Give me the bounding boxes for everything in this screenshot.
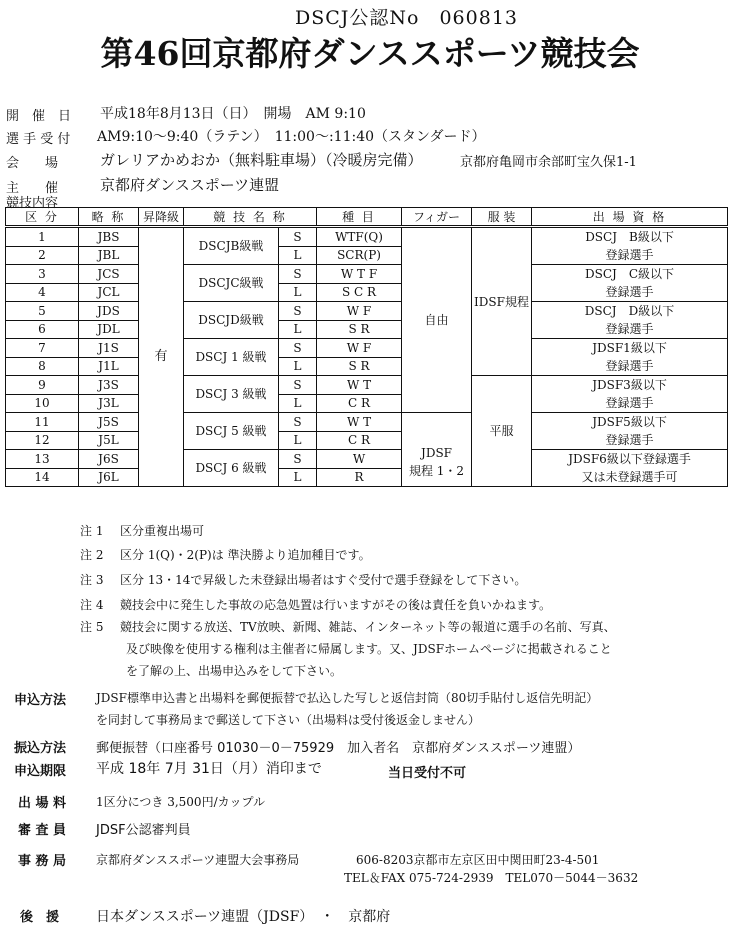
cell-sl: S <box>279 339 317 358</box>
table-row <box>6 339 728 358</box>
note-1-label: 注 1 <box>80 524 104 538</box>
support-text: 日本ダンススポーツ連盟（JDSF） ・ 京都府 <box>96 909 391 925</box>
cell-competition: DSCJC級戦 <box>184 265 279 302</box>
cell-no: 10 <box>6 394 79 413</box>
cell-no: 8 <box>6 357 79 376</box>
fee-text: 1区分につき 3,500円/カップル <box>96 795 266 809</box>
cell-event: C R <box>317 394 402 413</box>
figure-jdsf-line2: 規程 1・2 <box>408 464 465 478</box>
cell-event: SCR(P) <box>317 246 402 265</box>
header-competition: 競 技 名 称 <box>184 208 317 227</box>
cell-no: 5 <box>6 302 79 321</box>
cell-figure-jdsf <box>402 413 472 487</box>
note-5-cont2: を了解の上、出場申込みをして下さい。 <box>126 664 343 678</box>
header-abbr: 略 称 <box>79 208 139 227</box>
cell-event: WTF(Q) <box>317 227 402 247</box>
table-row <box>6 376 728 395</box>
cell-sl: L <box>279 246 317 265</box>
cell-no: 11 <box>6 413 79 432</box>
header-figure: フィガー <box>402 208 472 227</box>
cell-event: W T <box>317 376 402 395</box>
table-row <box>6 227 728 247</box>
application-label: 申込方法 <box>14 693 67 708</box>
competition-table <box>5 207 728 487</box>
cell-event: W T <box>317 413 402 432</box>
header-attire: 服 装 <box>472 208 532 227</box>
office-label: 事 務 局 <box>18 854 67 869</box>
note-3-label: 注 3 <box>80 573 104 587</box>
qualification-line1: DSCJ D級以下 <box>584 304 675 318</box>
cell-qualification <box>532 339 728 376</box>
cell-qualification <box>532 227 728 265</box>
qualification-line1: JDSF1級以下 <box>592 341 667 355</box>
cell-abbr: JBL <box>79 246 139 265</box>
cell-no: 9 <box>6 376 79 395</box>
cell-sl: L <box>279 431 317 450</box>
qualification-line2: 登録選手 <box>605 285 654 299</box>
note-2-label: 注 2 <box>80 548 104 562</box>
header-division: 区 分 <box>6 208 79 227</box>
cell-promotion: 有 <box>139 227 184 487</box>
contents-label: 競技内容 <box>6 196 59 211</box>
cell-event: W F <box>317 302 402 321</box>
approval-number: DSCJ公認No 060813 <box>295 7 518 29</box>
cell-qualification <box>532 302 728 339</box>
qualification-line1: JDSF5級以下 <box>592 415 667 429</box>
cell-abbr: J1L <box>79 357 139 376</box>
cell-competition: DSCJ 6 級戦 <box>184 450 279 487</box>
cell-abbr: JCL <box>79 283 139 302</box>
qualification-line2: 又は未登録選手可 <box>581 470 678 484</box>
cell-sl: S <box>279 413 317 432</box>
cell-sl: L <box>279 394 317 413</box>
cell-qualification <box>532 413 728 450</box>
office-name: 京都府ダンススポーツ連盟大会事務局 <box>96 853 300 867</box>
cell-no: 12 <box>6 431 79 450</box>
cell-qualification <box>532 265 728 302</box>
header-event: 種 目 <box>317 208 402 227</box>
cell-competition: DSCJ 1 級戦 <box>184 339 279 376</box>
cell-attire-idsf: IDSF規程 <box>472 227 532 376</box>
cell-no: 14 <box>6 468 79 487</box>
table-header-row <box>6 208 728 227</box>
cell-abbr: J3L <box>79 394 139 413</box>
cell-qualification <box>532 376 728 413</box>
support-label: 後 援 <box>20 910 60 925</box>
qualification-line1: DSCJ C級以下 <box>585 267 675 281</box>
venue-label: 会 場 <box>6 156 59 171</box>
cell-abbr: JDL <box>79 320 139 339</box>
host-value: 京都府ダンススポーツ連盟 <box>100 176 280 194</box>
judges-text: JDSF公認審判員 <box>96 823 191 838</box>
cell-abbr: J5S <box>79 413 139 432</box>
table-row <box>6 450 728 469</box>
cell-sl: L <box>279 357 317 376</box>
cell-competition: DSCJ 3 級戦 <box>184 376 279 413</box>
qualification-line2: 登録選手 <box>605 433 654 447</box>
date-label: 開 催 日 <box>6 109 72 124</box>
table-row <box>6 302 728 321</box>
transfer-label: 振込方法 <box>14 741 67 756</box>
cell-abbr: JCS <box>79 265 139 284</box>
page-title: 第46回京都府ダンススポーツ競技会 <box>100 34 640 73</box>
header-promotion: 昇降級 <box>139 208 184 227</box>
transfer-text: 郵便振替（口座番号 01030－0－75929 加入者名 京都府ダンススポーツ連盟） <box>96 741 581 756</box>
qualification-line2: 登録選手 <box>605 322 654 336</box>
office-tel: TEL＆FAX 075-724-2939 TEL070－5044－3632 <box>344 871 639 885</box>
fee-label: 出 場 料 <box>18 796 67 811</box>
cell-sl: L <box>279 468 317 487</box>
venue-address: 京都府亀岡市余部町宝久保1-1 <box>460 155 637 170</box>
venue-value: ガレリアかめおか（無料駐車場）（冷暖房完備） <box>100 151 423 169</box>
note-5-text: 競技会に関する放送、TV放映、新聞、雑誌、インターネット等の報道に選手の名前、写真、 <box>120 620 616 634</box>
table-row <box>6 413 728 432</box>
cell-abbr: J3S <box>79 376 139 395</box>
reception-value: AM9:10～9:40（ラテン） 11:00～:11:40（スタンダード） <box>97 129 486 145</box>
cell-no: 2 <box>6 246 79 265</box>
deadline-note: 当日受付不可 <box>388 766 467 781</box>
cell-attire-plain: 平服 <box>472 376 532 487</box>
cell-event: W F <box>317 339 402 358</box>
cell-event: S R <box>317 357 402 376</box>
qualification-line1: JDSF3級以下 <box>592 378 667 392</box>
note-1-text: 区分重複出場可 <box>120 524 205 538</box>
qualification-line2: 登録選手 <box>605 359 654 373</box>
qualification-line2: 登録選手 <box>605 396 654 410</box>
table-row <box>6 265 728 284</box>
cell-figure-free: 自由 <box>402 227 472 413</box>
cell-event: W <box>317 450 402 469</box>
date-value: 平成18年8月13日（日） 開場 AM 9:10 <box>100 106 366 122</box>
application-line1: JDSF標準申込書と出場料を郵便振替で払込した写しと返信封筒（80切手貼付し返信先明記） <box>96 691 599 705</box>
cell-event: W T F <box>317 265 402 284</box>
note-4-label: 注 4 <box>80 598 104 612</box>
note-5-label: 注 5 <box>80 620 104 634</box>
figure-jdsf-line1: JDSF <box>421 446 452 460</box>
cell-abbr: J1S <box>79 339 139 358</box>
cell-sl: S <box>279 376 317 395</box>
deadline-text: 平成 18年 7月 31日（月）消印まで <box>96 761 322 777</box>
cell-event: S R <box>317 320 402 339</box>
cell-event: S C R <box>317 283 402 302</box>
cell-competition: DSCJB級戦 <box>184 227 279 265</box>
cell-abbr: JBS <box>79 227 139 247</box>
deadline-label: 申込期限 <box>14 764 67 779</box>
cell-no: 1 <box>6 227 79 247</box>
qualification-line1: DSCJ B級以下 <box>585 230 674 244</box>
cell-event: C R <box>317 431 402 450</box>
cell-abbr: J6L <box>79 468 139 487</box>
reception-label: 選 手 受 付 <box>6 132 71 147</box>
cell-no: 7 <box>6 339 79 358</box>
cell-abbr: JDS <box>79 302 139 321</box>
cell-sl: L <box>279 320 317 339</box>
cell-sl: S <box>279 227 317 247</box>
note-3-text: 区分 13・14で昇級した未登録出場者はすぐ受付で選手登録をして下さい。 <box>120 573 527 587</box>
cell-no: 3 <box>6 265 79 284</box>
cell-abbr: J5L <box>79 431 139 450</box>
application-line2: を同封して事務局まで郵送して下さい（出場料は受付後返金しません） <box>96 713 481 727</box>
note-4-text: 競技会中に発生した事故の応急処置は行いますがその後は責任を負いかねます。 <box>120 598 552 612</box>
qualification-line2: 登録選手 <box>605 248 654 262</box>
cell-sl: S <box>279 450 317 469</box>
cell-no: 4 <box>6 283 79 302</box>
cell-no: 13 <box>6 450 79 469</box>
cell-competition: DSCJ 5 級戦 <box>184 413 279 450</box>
header-qualification: 出 場 資 格 <box>532 208 728 227</box>
host-label: 主 催 <box>6 181 59 196</box>
cell-sl: S <box>279 265 317 284</box>
qualification-line1: JDSF6級以下登録選手 <box>568 452 691 466</box>
judges-label: 審 査 員 <box>18 823 67 838</box>
cell-sl: S <box>279 302 317 321</box>
cell-competition: DSCJD級戦 <box>184 302 279 339</box>
note-5-cont1: 及び映像を使用する権利は主催者に帰属します。又、JDSFホームページに掲載されること <box>126 642 612 656</box>
cell-abbr: J6S <box>79 450 139 469</box>
cell-no: 6 <box>6 320 79 339</box>
cell-sl: L <box>279 283 317 302</box>
cell-event: R <box>317 468 402 487</box>
cell-qualification <box>532 450 728 487</box>
office-address: 606-8203京都市左京区田中関田町23-4-501 <box>356 853 600 867</box>
note-2-text: 区分 1(Q)・2(P)は 準決勝より追加種目です。 <box>120 548 371 562</box>
